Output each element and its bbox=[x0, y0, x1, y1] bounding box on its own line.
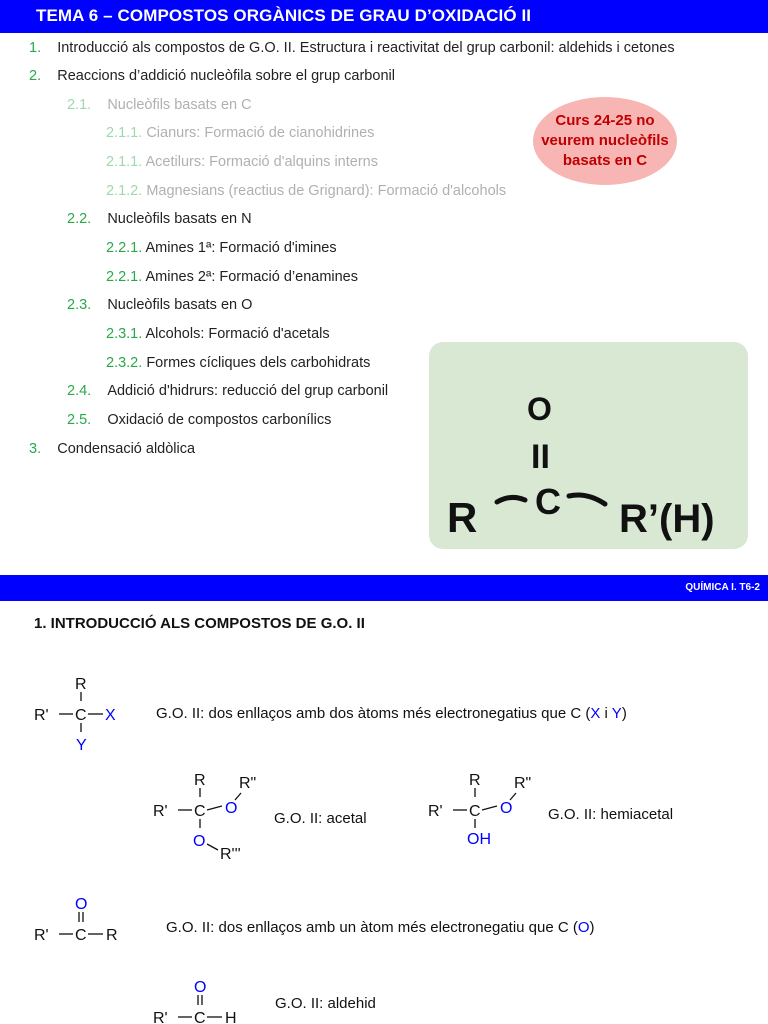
atom-r: R bbox=[106, 927, 118, 944]
atom-o: O bbox=[500, 800, 513, 817]
toc-item: 2.1. Nucleòfils basats en C bbox=[67, 97, 252, 113]
atom-o: O bbox=[194, 979, 207, 996]
hemiacetal-formula bbox=[425, 766, 545, 856]
toc-item-label: Nucleòfils basats en O bbox=[107, 297, 253, 313]
atom-r: R bbox=[469, 772, 481, 789]
toc-item-label: Magnesians (reactius de Grignard): Formació d'alcohols bbox=[146, 183, 507, 199]
carbonyl-sketch bbox=[429, 342, 748, 549]
toc-item: 2.2.1. Amines 1ª: Formació d'imines bbox=[106, 240, 337, 256]
toc-item-label: Nucleòfils basats en C bbox=[107, 97, 252, 113]
sketch-double-bond: II bbox=[531, 438, 550, 476]
atom-o: O bbox=[75, 896, 88, 913]
atom-c: C bbox=[194, 1010, 206, 1024]
atom-oh: OH bbox=[467, 831, 491, 848]
atom-r-double-prime: R" bbox=[514, 775, 532, 792]
atom-r-prime: R' bbox=[34, 927, 49, 944]
slide-title-bar bbox=[0, 0, 768, 33]
toc-item: 2.1.1. Acetilurs: Formació d'alquins interns bbox=[106, 154, 378, 170]
aldehyde-formula bbox=[150, 975, 260, 1024]
hemiacetal-description: G.O. II: hemiacetal bbox=[548, 806, 674, 823]
general-structure-formula bbox=[30, 670, 140, 756]
sketch-r: R bbox=[447, 494, 478, 541]
atom-c: C bbox=[194, 803, 206, 820]
toc-item: 2.4. Addició d'hidrurs: reducció del grup carbonil bbox=[67, 383, 389, 399]
atom-r-prime: R' bbox=[428, 803, 443, 820]
carbonyl-description: G.O. II: dos enllaços amb un àtom més electronegatiu que C (O) bbox=[166, 919, 595, 936]
toc-item: 2.3.1. Alcohols: Formació d'acetals bbox=[106, 326, 330, 342]
callout-line: veurem nucleòfils bbox=[541, 131, 669, 149]
toc-item: 2. Reaccions d’addició nucleòfila sobre el grup carbonil bbox=[29, 68, 395, 84]
atom-y: Y bbox=[76, 737, 87, 754]
toc-item: 1. Introducció als compostos de G.O. II. Estructura i reactivitat del grup carbonil: aldehids i cetones bbox=[29, 40, 675, 56]
atom-r: R bbox=[75, 676, 87, 693]
atom-h: H bbox=[225, 1010, 237, 1024]
callout-line: Curs 24-25 no bbox=[555, 111, 655, 129]
atom-o: O bbox=[225, 800, 238, 817]
atom-r: R bbox=[194, 772, 206, 789]
toc-item-label: Cianurs: Formació de cianohidrines bbox=[146, 125, 375, 141]
atom-r-triple-prime: R''' bbox=[220, 846, 241, 863]
atom-r-double-prime: R" bbox=[239, 775, 257, 792]
toc-item: 2.3.2. Formes cícliques dels carbohidrats bbox=[106, 355, 371, 371]
toc-item-label: Introducció als compostos de G.O. II. Estructura i reactivitat del grup carbonil: aldehids i cetones bbox=[57, 40, 675, 56]
atom-r-prime: R' bbox=[153, 1010, 168, 1024]
callout-line: basats en C bbox=[562, 152, 648, 170]
section-heading: 1. INTRODUCCIÓ ALS COMPOSTOS DE G.O. II bbox=[34, 615, 365, 632]
toc-item-label: Reaccions d’addició nucleòfila sobre el grup carbonil bbox=[57, 68, 395, 84]
carbonyl-drawing-panel bbox=[429, 342, 748, 549]
sketch-r-prime-h: R’(H) bbox=[619, 497, 715, 541]
acetal-formula bbox=[150, 766, 270, 866]
course-label: QUÍMICA I. T6-2 bbox=[685, 582, 760, 593]
aldehyde-description: G.O. II: aldehid bbox=[275, 995, 376, 1012]
atom-c: C bbox=[75, 707, 87, 724]
general-description: G.O. II: dos enllaços amb dos àtoms més electronegatius que C (X i Y) bbox=[156, 705, 627, 722]
slide2-header-bar bbox=[0, 575, 768, 601]
toc-item-label: Nucleòfils basats en N bbox=[107, 211, 252, 227]
toc-item-label: Alcohols: Formació d'acetals bbox=[145, 326, 330, 342]
sketch-oxygen: O bbox=[527, 391, 552, 427]
atom-r-prime: R' bbox=[34, 707, 49, 724]
slide-title: TEMA 6 – COMPOSTOS ORGÀNICS DE GRAU D’OXIDACIÓ II bbox=[36, 6, 532, 25]
sketch-bond-left bbox=[497, 497, 525, 502]
sketch-carbon: C bbox=[535, 481, 561, 522]
toc-item-label: Condensació aldòlica bbox=[57, 441, 196, 457]
course-note-callout bbox=[533, 97, 677, 185]
atom-o: O bbox=[193, 833, 206, 850]
toc-item: 2.5. Oxidació de compostos carbonílics bbox=[67, 412, 332, 428]
atom-c: C bbox=[75, 927, 87, 944]
sketch-bond-right bbox=[569, 495, 605, 504]
atom-r-prime: R' bbox=[153, 803, 168, 820]
acetal-description: G.O. II: acetal bbox=[274, 810, 367, 827]
toc-item: 2.1.2. Magnesians (reactius de Grignard): Formació d'alcohols bbox=[106, 183, 507, 199]
toc-item: 2.2. Nucleòfils basats en N bbox=[67, 211, 252, 227]
toc-item: 2.1.1. Cianurs: Formació de cianohidrines bbox=[106, 125, 375, 141]
atom-x: X bbox=[105, 707, 116, 724]
atom-c: C bbox=[469, 803, 481, 820]
carbonyl-formula bbox=[30, 892, 140, 948]
toc-item: 3. Condensació aldòlica bbox=[29, 441, 196, 457]
toc-item-label: Amines 2ª: Formació d’enamines bbox=[145, 269, 358, 285]
toc-item: 2.2.1. Amines 2ª: Formació d’enamines bbox=[106, 269, 358, 285]
toc-item-label: Addició d'hidrurs: reducció del grup carbonil bbox=[107, 383, 389, 399]
toc-item: 2.3. Nucleòfils basats en O bbox=[67, 297, 253, 313]
toc-item-label: Oxidació de compostos carbonílics bbox=[107, 412, 332, 428]
toc-item-label: Formes cícliques dels carbohidrats bbox=[146, 355, 371, 371]
toc-item-label: Amines 1ª: Formació d'imines bbox=[145, 240, 337, 256]
toc-item-label: Acetilurs: Formació d'alquins interns bbox=[145, 154, 378, 170]
